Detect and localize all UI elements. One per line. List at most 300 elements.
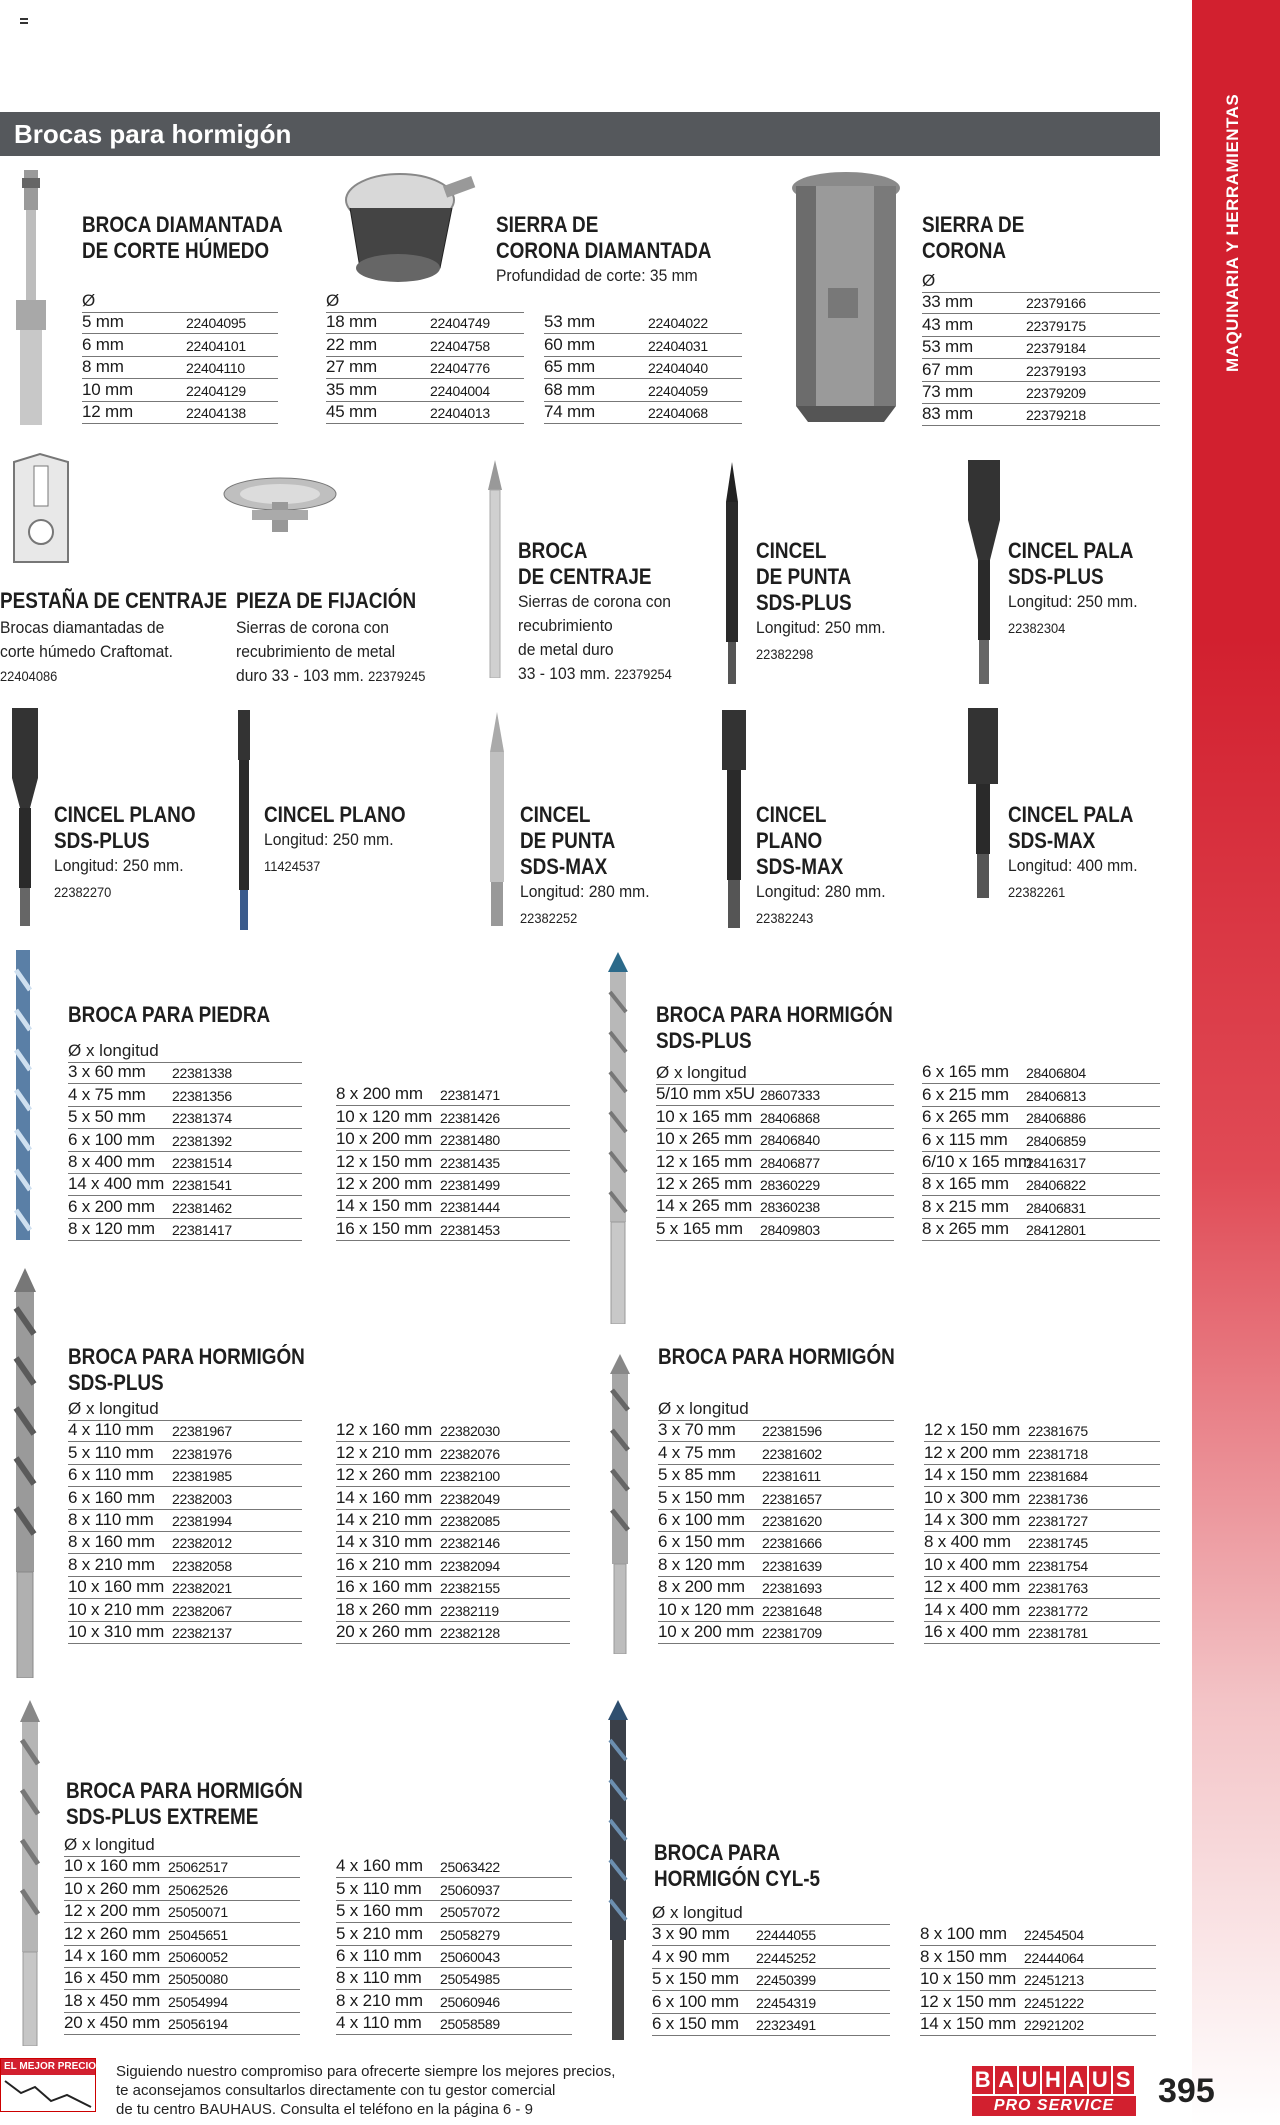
code-cell: 25058279 (440, 1926, 500, 1943)
diamond-core-saw-image (340, 168, 480, 288)
product-code: 22382261 (1008, 884, 1066, 900)
size-cell: 12 x 160 mm (336, 1420, 433, 1440)
table-row (922, 1084, 1160, 1106)
code-cell: 22382128 (440, 1624, 500, 1641)
table-row (652, 1946, 890, 1968)
product-description: Longitud: 400 mm. (1008, 856, 1138, 875)
spade-chisel-sdsmax-image (966, 708, 1000, 898)
size-cell: 12 x 150 mm (924, 1420, 1021, 1440)
table-row (82, 357, 278, 379)
code-cell: 22381435 (440, 1154, 500, 1171)
product-description: Profundidad de corte: 35 mm (496, 266, 698, 285)
footer-note (116, 2062, 615, 2119)
size-cell: 10 x 310 mm (68, 1621, 165, 1641)
code-cell: 22382030 (440, 1423, 500, 1440)
table-row (68, 1442, 302, 1464)
code-cell: 22921202 (1024, 2016, 1084, 2033)
code-cell: 22381994 (172, 1512, 232, 1529)
product-title: BROCA PARA PIEDRA (68, 1002, 271, 1027)
code-cell: 22379218 (1026, 407, 1086, 424)
size-cell: 6 x 115 mm (922, 1129, 1008, 1149)
product-title: BROCA PARA HORMIGÓN (656, 1002, 893, 1027)
size-cell: 6 x 110 mm (68, 1465, 154, 1485)
code-cell: 22381657 (762, 1490, 822, 1507)
size-cell: 3 x 60 mm (68, 1062, 146, 1082)
table-row (326, 402, 524, 424)
size-cell: 6/10 x 165 mm (922, 1151, 1032, 1171)
table-row (336, 1923, 572, 1945)
code-cell: 22381453 (440, 1221, 500, 1238)
code-cell: 22381514 (172, 1154, 232, 1171)
code-cell: 22404749 (430, 315, 490, 332)
product-title: CINCEL (756, 538, 827, 563)
code-cell: 22381620 (762, 1512, 822, 1529)
size-cell: 10 x 165 mm (656, 1106, 753, 1126)
table-row (924, 1599, 1160, 1621)
product-title: DE CORTE HÚMEDO (82, 238, 270, 263)
table-row (326, 334, 524, 356)
table-row (82, 379, 278, 401)
code-cell: 22381976 (172, 1445, 232, 1462)
size-cell: 12 x 260 mm (64, 1923, 161, 1943)
size-cell: 8 x 150 mm (920, 1946, 1007, 1966)
code-cell: 22381602 (762, 1445, 822, 1462)
table-row (336, 1218, 570, 1240)
table-row (336, 1106, 570, 1128)
product-title: SDS-MAX (520, 854, 608, 879)
product-code: 22382270 (54, 884, 112, 900)
table-row (658, 1532, 894, 1554)
bauhaus-logo (972, 2066, 1136, 2116)
size-cell: 5 x 110 mm (336, 1878, 422, 1898)
code-cell: 22381709 (762, 1624, 822, 1641)
table-hormigon-b (924, 1420, 1160, 1644)
size-cell: 5 x 160 mm (336, 1901, 423, 1921)
code-cell: 22382058 (172, 1557, 232, 1574)
table-row (336, 1856, 572, 1878)
code-cell: 22379166 (1026, 295, 1086, 312)
code-cell: 22381684 (1028, 1468, 1088, 1485)
code-cell: 28406831 (1026, 1199, 1086, 1216)
product-title: BROCA PARA HORMIGÓN (68, 1344, 305, 1369)
table-sierra-corona (922, 292, 1160, 426)
size-cell: 6 x 100 mm (652, 1991, 739, 2011)
code-cell: 22381666 (762, 1535, 822, 1552)
product-description: de metal duro (518, 640, 614, 659)
size-cell: 14 x 150 mm (924, 1465, 1021, 1485)
product-description: Longitud: 250 mm. (54, 856, 184, 875)
table-row (922, 359, 1160, 381)
size-cell: 6 x 100 mm (68, 1129, 155, 1149)
code-cell: 22382076 (440, 1445, 500, 1462)
size-cell: 8 x 400 mm (924, 1532, 1011, 1552)
code-cell: 22444064 (1024, 1949, 1084, 1966)
table-row (326, 357, 524, 379)
code-cell: 22451213 (1024, 1972, 1084, 1989)
product-description: Longitud: 280 mm. (756, 882, 886, 901)
table-row (68, 1084, 302, 1106)
code-cell: 22381392 (172, 1132, 232, 1149)
size-cell: 14 x 400 mm (68, 1174, 165, 1194)
product-title: SIERRA DE (496, 212, 599, 237)
code-cell: 22381444 (440, 1199, 500, 1216)
size-cell: 5 x 210 mm (336, 1923, 423, 1943)
code-cell: 22454504 (1024, 1927, 1084, 1944)
table-row (544, 379, 742, 401)
stone-drill-image (10, 950, 36, 1240)
page-number: 395 (1158, 2072, 1215, 2110)
table-row (64, 2013, 300, 2035)
size-cell: 10 x 160 mm (68, 1577, 165, 1597)
size-cell: 10 x 120 mm (336, 1106, 433, 1126)
code-cell: 22381985 (172, 1468, 232, 1485)
table-row (920, 1969, 1156, 1991)
table-row (64, 1946, 300, 1968)
size-cell: 10 x 200 mm (336, 1129, 433, 1149)
size-cell: 12 x 265 mm (656, 1173, 753, 1193)
table-row (336, 1599, 570, 1621)
code-cell: 22404022 (648, 315, 708, 332)
code-cell: 22381462 (172, 1199, 232, 1216)
size-cell: 12 x 200 mm (336, 1173, 433, 1193)
table-row (922, 1062, 1160, 1084)
table-broca-piedra-b (336, 1084, 570, 1241)
code-cell: 22381781 (1028, 1624, 1088, 1641)
table-row (922, 337, 1160, 359)
size-cell: 8 x 265 mm (922, 1219, 1009, 1239)
footer-line: Siguiendo nuestro compromiso para ofrecerte siempre los mejores precios, (116, 2063, 616, 2080)
code-cell: 22381417 (172, 1222, 232, 1239)
size-cell: 5 x 150 mm (658, 1487, 745, 1507)
code-cell: 25050071 (168, 1904, 228, 1921)
table-row (336, 2013, 572, 2035)
sds-plus-drill-image (606, 952, 630, 1324)
logo-letter: U (1089, 2066, 1110, 2094)
code-cell: 22404004 (430, 382, 490, 399)
table-row (922, 1107, 1160, 1129)
size-cell: 60 mm (544, 334, 595, 354)
size-cell: 6 x 215 mm (922, 1084, 1009, 1104)
size-cell: 4 x 90 mm (652, 1946, 730, 1966)
size-cell: 18 x 450 mm (64, 1990, 161, 2010)
size-cell: 12 mm (82, 401, 133, 421)
point-chisel-sdsmax-image (486, 712, 508, 926)
size-cell: 4 x 75 mm (68, 1084, 146, 1104)
code-cell: 22381338 (172, 1065, 232, 1082)
size-cell: 5 x 110 mm (68, 1442, 154, 1462)
product-code: 22382252 (520, 910, 578, 926)
table-row (336, 1622, 570, 1644)
size-cell: 8 x 120 mm (68, 1219, 155, 1239)
table-row (82, 312, 278, 334)
logo-letter: B (972, 2066, 993, 2094)
table-row (922, 1174, 1160, 1196)
logo-subtitle: PRO SERVICE (972, 2096, 1136, 2116)
table-row (544, 334, 742, 356)
size-cell: 14 x 310 mm (336, 1532, 433, 1552)
table-row (658, 1622, 894, 1644)
table-hormigon-a (658, 1420, 894, 1644)
table-row (68, 1510, 302, 1532)
table-header: Ø x longitud (656, 1062, 894, 1085)
size-cell: 8 x 160 mm (68, 1532, 155, 1552)
code-cell: 22381611 (762, 1468, 821, 1485)
table-hormigon-sdsplus-r-a (656, 1084, 894, 1241)
size-cell: 73 mm (922, 381, 973, 401)
code-cell: 22382119 (440, 1602, 499, 1619)
size-cell: 22 mm (326, 334, 377, 354)
table-row (336, 1442, 570, 1464)
size-cell: 10 x 210 mm (68, 1599, 165, 1619)
code-cell: 22381541 (172, 1177, 232, 1194)
product-code: 22404086 (0, 668, 58, 684)
best-price-badge-label: EL MEJOR PRECIO (1, 2059, 95, 2075)
table-hormigon-extreme-b (336, 1856, 572, 2035)
size-cell: 12 x 150 mm (336, 1151, 433, 1171)
table-header: Ø x longitud (68, 1398, 302, 1421)
code-cell: 22382012 (172, 1535, 232, 1552)
product-code: 22382243 (756, 910, 814, 926)
size-cell: 83 mm (922, 404, 973, 424)
table-row (924, 1532, 1160, 1554)
product-title: CORONA DIAMANTADA (496, 238, 712, 263)
table-row (336, 1084, 570, 1106)
product-title: SDS-PLUS (756, 590, 852, 615)
size-cell: 14 x 150 mm (336, 1196, 433, 1216)
size-cell: 6 x 200 mm (68, 1196, 155, 1216)
table-row (920, 1946, 1156, 1968)
code-cell: 28406859 (1026, 1132, 1086, 1149)
code-cell: 28360229 (760, 1176, 820, 1193)
table-header: Ø x longitud (68, 1040, 302, 1063)
table-row (68, 1062, 302, 1084)
size-cell: 8 x 210 mm (68, 1554, 155, 1574)
code-cell: 25050080 (168, 1971, 228, 1988)
table-row (336, 1129, 570, 1151)
table-row (64, 1856, 300, 1878)
product-title: DE CENTRAJE (518, 564, 652, 589)
table-row (656, 1218, 894, 1240)
code-cell: 25057072 (440, 1904, 500, 1921)
flat-chisel-sdsplus-image (10, 708, 40, 926)
table-row (658, 1510, 894, 1532)
table-header: Ø x longitud (64, 1834, 300, 1857)
table-hormigon-sdsplus-r-b (922, 1062, 1160, 1241)
size-cell: 4 x 160 mm (336, 1856, 423, 1876)
table-row (68, 1599, 302, 1621)
table-row (336, 1487, 570, 1509)
code-cell: 22381967 (172, 1423, 232, 1440)
table-row (336, 1151, 570, 1173)
code-cell: 22379175 (1026, 317, 1086, 334)
size-cell: 18 x 260 mm (336, 1599, 433, 1619)
product-title: SDS-PLUS EXTREME (66, 1804, 259, 1829)
size-cell: 4 x 110 mm (336, 2013, 422, 2033)
table-row (68, 1577, 302, 1599)
size-cell: 8 x 200 mm (658, 1577, 745, 1597)
table-row (68, 1107, 302, 1129)
size-cell: 8 x 110 mm (336, 1968, 422, 1988)
table-row (920, 1991, 1156, 2013)
code-cell: 22379193 (1026, 362, 1086, 379)
size-cell: 74 mm (544, 401, 595, 421)
code-cell: 22404776 (430, 360, 490, 377)
table-row (656, 1151, 894, 1173)
table-row (922, 404, 1160, 426)
table-hormigon-sdsplus-l-b (336, 1420, 570, 1644)
code-cell: 22404013 (430, 404, 490, 421)
code-cell: 25045651 (168, 1926, 228, 1943)
table-hormigon-extreme-a (64, 1856, 300, 2035)
size-cell: 5 x 50 mm (68, 1107, 146, 1127)
table-row (656, 1174, 894, 1196)
code-cell: 22381596 (762, 1423, 822, 1440)
table-row (544, 357, 742, 379)
code-cell: 25058589 (440, 2016, 500, 2033)
size-cell: 6 x 110 mm (336, 1945, 422, 1965)
product-title: CINCEL PLANO (264, 802, 406, 827)
code-cell: 22382137 (172, 1624, 232, 1641)
table-row (656, 1106, 894, 1128)
size-cell: 8 x 215 mm (922, 1196, 1009, 1216)
code-cell: 22404095 (186, 315, 246, 332)
table-row (658, 1577, 894, 1599)
code-cell: 22382155 (440, 1580, 500, 1597)
table-row (68, 1152, 302, 1174)
table-header: Ø (922, 270, 1160, 293)
size-cell: 8 x 110 mm (68, 1509, 154, 1529)
size-cell: 6 x 100 mm (658, 1509, 745, 1529)
product-description: recubrimiento de metal (236, 642, 396, 661)
product-title: SDS-MAX (756, 854, 844, 879)
code-cell: 22454319 (756, 1994, 816, 2011)
code-cell: 22404758 (430, 337, 490, 354)
flat-chisel-image (236, 710, 252, 930)
code-cell: 22381727 (1028, 1512, 1088, 1529)
product-title: CINCEL PALA (1008, 538, 1134, 563)
code-cell: 25060946 (440, 1993, 500, 2010)
product-description: Sierras de corona con (518, 592, 672, 611)
table-row (920, 2014, 1156, 2036)
concrete-drill-sdsplus-image (10, 1268, 40, 1678)
code-cell: 22382067 (172, 1602, 232, 1619)
code-cell: 22379209 (1026, 384, 1086, 401)
table-row (68, 1487, 302, 1509)
table-row (64, 1878, 300, 1900)
size-cell: 5 x 150 mm (652, 1969, 739, 1989)
code-cell: 22404129 (186, 382, 246, 399)
code-cell: 25060043 (440, 1948, 500, 1965)
menu-mark-icon (20, 18, 28, 24)
size-cell: 5/10 mm x5U (656, 1084, 755, 1104)
size-cell: 20 x 260 mm (336, 1621, 433, 1641)
code-cell: 28412801 (1026, 1222, 1086, 1239)
code-cell: 22444055 (756, 1927, 816, 1944)
size-cell: 14 x 150 mm (920, 2013, 1017, 2033)
code-cell: 25054985 (440, 1971, 500, 1988)
size-cell: 16 x 450 mm (64, 1968, 161, 1988)
table-row (68, 1465, 302, 1487)
table-row (924, 1420, 1160, 1442)
table-row (652, 1924, 890, 1946)
size-cell: 35 mm (326, 379, 377, 399)
table-row (336, 1174, 570, 1196)
table-row (336, 1878, 572, 1900)
size-cell: 67 mm (922, 359, 973, 379)
point-chisel-sdsplus-image (722, 462, 742, 684)
code-cell: 28406822 (1026, 1177, 1086, 1194)
product-description: Longitud: 250 mm. (1008, 592, 1138, 611)
flat-chisel-sdsmax-image (720, 710, 748, 928)
table-row (336, 1554, 570, 1576)
product-code: 22382298 (756, 646, 814, 662)
code-cell: 22381736 (1028, 1490, 1088, 1507)
table-sierra-diamantada-a (326, 312, 524, 424)
size-cell: 10 x 260 mm (64, 1878, 161, 1898)
size-cell: 10 x 150 mm (920, 1969, 1017, 1989)
product-description: duro 33 - 103 mm. 22379245 (236, 666, 426, 685)
size-cell: 10 x 300 mm (924, 1487, 1021, 1507)
code-cell: 22404101 (186, 337, 246, 354)
size-cell: 6 x 150 mm (658, 1532, 745, 1552)
size-cell: 16 x 400 mm (924, 1621, 1021, 1641)
table-row (658, 1465, 894, 1487)
fixing-piece-image (222, 474, 340, 544)
table-row (336, 1420, 570, 1442)
table-row (336, 1465, 570, 1487)
table-row (326, 312, 524, 334)
code-cell: 25060052 (168, 1948, 228, 1965)
size-cell: 12 x 400 mm (924, 1577, 1021, 1597)
table-row (336, 1510, 570, 1532)
size-cell: 14 x 210 mm (336, 1509, 433, 1529)
product-title: BROCA (518, 538, 588, 563)
table-row (68, 1196, 302, 1218)
code-cell: 28406813 (1026, 1087, 1086, 1104)
code-cell: 22404068 (648, 404, 708, 421)
size-cell: 10 x 265 mm (656, 1129, 753, 1149)
table-row (82, 402, 278, 424)
product-title: HORMIGÓN CYL-5 (654, 1866, 821, 1891)
code-cell: 25062517 (168, 1859, 228, 1876)
code-cell: 22381499 (440, 1176, 500, 1193)
code-cell: 28360238 (760, 1199, 820, 1216)
code-cell: 22404110 (186, 360, 245, 377)
size-cell: 6 x 265 mm (922, 1107, 1009, 1127)
table-row (922, 314, 1160, 336)
section-title: Brocas para hormigón (14, 119, 292, 149)
table-row (68, 1622, 302, 1644)
size-cell: 27 mm (326, 357, 377, 377)
table-row (924, 1465, 1160, 1487)
table-row (82, 334, 278, 356)
table-row (658, 1420, 894, 1442)
table-header: Ø x longitud (658, 1398, 894, 1421)
table-header: Ø x longitud (652, 1902, 890, 1925)
code-cell: 22404031 (648, 337, 708, 354)
size-cell: 12 x 210 mm (336, 1442, 433, 1462)
concrete-drill-image (608, 1354, 632, 1654)
size-cell: 14 x 400 mm (924, 1599, 1021, 1619)
code-cell: 22404138 (186, 404, 246, 421)
table-row (922, 292, 1160, 314)
size-cell: 6 x 150 mm (652, 2013, 739, 2033)
table-row (336, 1990, 572, 2012)
code-cell: 28406804 (1026, 1065, 1086, 1082)
size-cell: 3 x 90 mm (652, 1924, 730, 1944)
product-title: CORONA (922, 238, 1007, 263)
code-cell: 22404040 (648, 360, 708, 377)
